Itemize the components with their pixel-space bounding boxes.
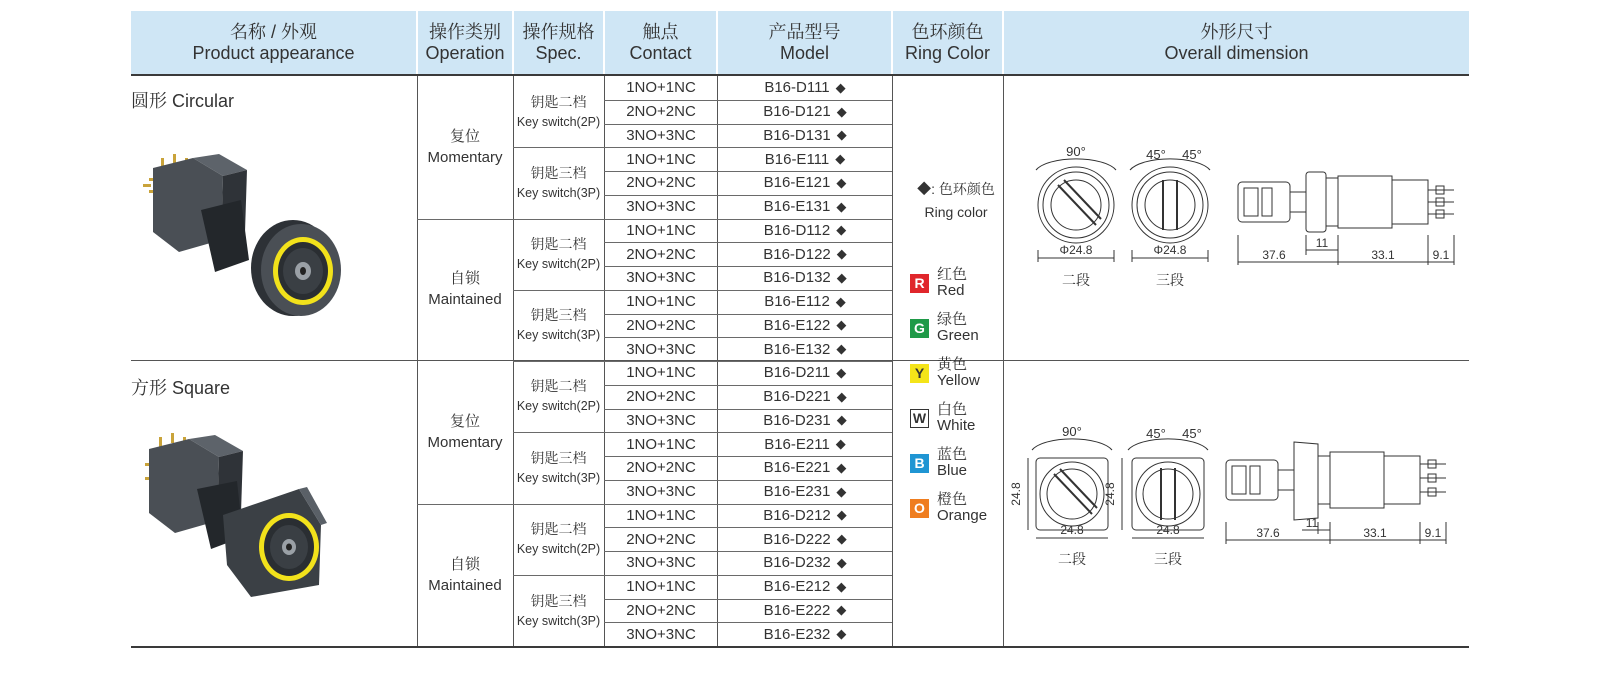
header-en: Overall dimension (1164, 42, 1309, 63)
model-number: B16-E212 (763, 578, 831, 596)
spec-divider (513, 219, 604, 220)
contact-cell: 2NO+2NC (626, 316, 696, 334)
ring-color-marker-icon: ◆ (836, 364, 847, 380)
ring-color-item (910, 491, 987, 525)
model-cell (718, 314, 892, 338)
header-cn: 名称 / 外观 (229, 21, 317, 42)
table-bottom-rule (131, 646, 1469, 648)
model-cell (718, 100, 892, 124)
ring-color-marker-icon: ◆ (836, 103, 847, 119)
ring-color-marker-icon: ◆ (835, 293, 846, 309)
operation-maintained-circular (418, 218, 512, 360)
ring-color-item (910, 446, 967, 480)
spec-en: Key switch(2P) (516, 399, 601, 413)
color-name-cn: 白色 (937, 401, 968, 418)
contact-cell: 1NO+1NC (626, 364, 696, 382)
model-cell (718, 504, 892, 528)
contact-cell: 1NO+1NC (626, 506, 696, 524)
operation-en: Maintained (428, 291, 502, 308)
ring-color-marker-icon: ◆ (836, 626, 847, 642)
operation-cn: 复位 (449, 128, 480, 145)
model-cell (718, 409, 892, 433)
model-number: B16-D211 (763, 364, 831, 382)
angle-2p-label: 90° (1066, 144, 1086, 159)
color-swatch-icon: W (910, 409, 929, 428)
contact-cell: 2NO+2NC (626, 174, 696, 192)
angle-3p-left-label: 45° (1146, 426, 1166, 441)
spec-divider (513, 504, 604, 505)
operation-divider (417, 504, 513, 505)
angle-3p-left-label: 45° (1146, 147, 1166, 162)
ring-note-en: Ring color (924, 204, 988, 220)
ring-color-item (910, 311, 979, 345)
model-number: B16-E231 (763, 483, 831, 501)
model-cell (718, 622, 892, 646)
contact-cell: 1NO+1NC (626, 79, 696, 97)
color-swatch-icon: R (910, 274, 929, 293)
circular-dimension-drawing (1006, 140, 1468, 300)
ring-color-marker-icon: ◆ (836, 507, 847, 523)
operation-cn: 自锁 (449, 270, 480, 287)
ring-color-marker-icon: ◆ (835, 79, 846, 95)
color-swatch-icon: Y (910, 364, 929, 383)
model-number: B16-E111 (764, 150, 830, 168)
contact-cell: 1NO+1NC (626, 221, 696, 239)
column-divider (417, 76, 418, 646)
spec-en: Key switch(3P) (516, 185, 601, 200)
color-name-en: Green (937, 327, 979, 344)
spec-en: Key switch(2P) (516, 542, 601, 556)
contact-cell: 3NO+3NC (626, 269, 696, 287)
spec-cn: 钥匙二档 (530, 235, 587, 252)
model-cell (718, 242, 892, 266)
contact-cell: 2NO+2NC (626, 103, 696, 121)
length-body-label: 33.1 (1371, 248, 1395, 262)
color-name-en: Orange (937, 507, 988, 524)
header-en: Ring Color (904, 42, 991, 63)
square-key-switch-image (131, 425, 341, 625)
ring-color-marker-icon: ◆ (836, 602, 847, 618)
spec-key-2p (514, 218, 603, 289)
shape-label-square: 方形 Square (131, 378, 231, 398)
ring-color-marker-icon: ◆ (836, 246, 847, 262)
contact-cell: 2NO+2NC (626, 245, 696, 263)
header-cn: 操作类别 (429, 21, 501, 42)
spec-en: Key switch(3P) (516, 470, 601, 485)
operation-cn: 复位 (449, 412, 480, 430)
spec-cn: 钥匙二档 (530, 378, 587, 394)
color-name-en: White (937, 417, 976, 434)
header-spec (514, 11, 603, 74)
operation-maintained-square (418, 503, 512, 646)
spec-cn: 钥匙三档 (530, 164, 587, 181)
model-cell (718, 266, 892, 290)
side-3p-height-label: 24.8 (1103, 482, 1117, 506)
header-en: Model (779, 42, 830, 63)
model-cell (718, 219, 892, 243)
model-cell (718, 432, 892, 456)
circular-key-switch-image (131, 140, 351, 345)
contact-cell: 2NO+2NC (626, 530, 696, 548)
color-name-cn: 蓝色 (937, 446, 968, 463)
contact-cell: 2NO+2NC (626, 388, 696, 406)
header-en: Product appearance (192, 42, 355, 63)
header-cn: 触点 (642, 21, 679, 42)
model-cell (718, 337, 892, 361)
spec-divider (513, 432, 604, 433)
operation-en: Momentary (427, 433, 503, 451)
model-number: B16-E222 (763, 601, 831, 619)
model-number: B16-E132 (763, 340, 831, 358)
spec-key-2p (514, 503, 603, 575)
model-number: B16-D222 (763, 530, 831, 548)
model-cell (718, 385, 892, 409)
spec-cn: 钥匙三档 (530, 449, 587, 466)
color-name-en: Blue (937, 462, 968, 479)
ring-color-note (904, 178, 1008, 224)
spec-cn: 钥匙二档 (530, 93, 587, 110)
model-number: B16-D121 (763, 103, 831, 121)
ring-color-marker-icon: ◆ (836, 317, 847, 333)
diameter-3p-label: Φ24.8 (1153, 243, 1187, 257)
spec-cn: 钥匙三档 (530, 592, 587, 609)
ring-color-marker-icon: ◆ (836, 388, 847, 404)
contact-cell: 3NO+3NC (626, 554, 696, 572)
model-number: B16-D122 (763, 245, 831, 263)
ring-color-item (910, 356, 980, 390)
model-cell (718, 456, 892, 480)
ring-color-item (910, 266, 967, 300)
model-number: B16-E122 (763, 316, 831, 334)
contact-cell: 1NO+1NC (626, 578, 696, 596)
model-cell (718, 575, 892, 599)
spec-key-2p (514, 76, 603, 147)
header-en: Contact (629, 42, 692, 63)
model-number: B16-E112 (764, 293, 830, 311)
contact-cell: 1NO+1NC (626, 150, 696, 168)
ring-color-marker-icon: ◆ (836, 222, 847, 238)
spec-key-2p (514, 360, 603, 432)
spec-en: Key switch(2P) (516, 256, 601, 271)
spec-divider (513, 290, 604, 291)
shape-label-circular: 圆形 Circular (131, 91, 235, 111)
contact-cell: 3NO+3NC (626, 483, 696, 501)
model-cell (718, 551, 892, 575)
color-name-cn: 黄色 (937, 356, 968, 373)
spec-divider (513, 361, 604, 362)
spec-divider (513, 575, 604, 576)
spec-cn: 钥匙二档 (530, 521, 587, 537)
model-cell (718, 290, 892, 314)
model-number: B16-D221 (763, 388, 831, 406)
model-cell (718, 599, 892, 623)
position-2p-caption: 二段 (1062, 272, 1090, 288)
spec-key-3p (514, 432, 603, 503)
model-number: B16-E121 (763, 174, 831, 192)
angle-3p-right-label: 45° (1182, 147, 1202, 162)
header-cn: 操作规格 (522, 21, 595, 42)
ring-color-marker-icon: ◆ (836, 174, 847, 190)
color-swatch-icon: G (910, 319, 929, 338)
model-number: B16-D132 (763, 269, 831, 287)
contact-cell: 3NO+3NC (626, 625, 696, 643)
position-3p-caption: 三段 (1156, 272, 1184, 288)
ring-color-marker-icon: ◆ (836, 127, 847, 143)
header-cn: 产品型号 (768, 21, 841, 42)
side-3p-width-label: 24.8 (1156, 523, 1180, 537)
header-operation (418, 11, 512, 74)
ring-color-marker-icon: ◆ (836, 341, 847, 357)
model-cell (718, 195, 892, 219)
operation-en: Maintained (428, 576, 502, 594)
ring-color-item (910, 401, 975, 435)
model-cell (718, 76, 892, 100)
model-cell (718, 171, 892, 195)
contact-cell: 2NO+2NC (626, 459, 696, 477)
position-3p-caption: 三段 (1154, 551, 1182, 567)
ring-color-marker-icon: ◆ (836, 554, 847, 570)
contact-cell: 1NO+1NC (626, 293, 696, 311)
color-name-en: Red (937, 282, 965, 299)
color-swatch-icon: B (910, 454, 929, 473)
contact-cell: 1NO+1NC (626, 435, 696, 453)
color-name-cn: 橙色 (937, 491, 968, 508)
column-divider (1003, 76, 1004, 646)
model-cell (718, 361, 892, 385)
ring-color-marker-icon: ◆ (836, 269, 847, 285)
side-2p-width-label: 24.8 (1060, 523, 1084, 537)
ring-color-marker-icon: ◆ (836, 578, 847, 594)
length-key-label: 37.6 (1262, 248, 1286, 262)
header-product-appearance (131, 11, 416, 74)
model-number: B16-D131 (763, 126, 831, 144)
ring-note-cn: ◆: 色环颜色 (917, 181, 995, 197)
operation-momentary-square (418, 360, 512, 503)
column-divider (892, 76, 893, 646)
header-overall-dimension (1004, 11, 1469, 74)
position-2p-caption: 二段 (1058, 551, 1086, 567)
contact-cell: 3NO+3NC (626, 126, 696, 144)
length-bezel-label: 11 (1315, 236, 1329, 250)
square-dimension-drawing (1006, 422, 1468, 592)
model-number: B16-D231 (763, 411, 831, 429)
ring-color-marker-icon: ◆ (836, 459, 847, 475)
spec-en: Key switch(3P) (516, 613, 601, 628)
ring-color-marker-icon: ◆ (836, 412, 847, 428)
spec-en: Key switch(3P) (516, 327, 601, 342)
model-number: B16-D232 (763, 554, 831, 572)
diameter-2p-label: Φ24.8 (1059, 243, 1093, 257)
contact-cell: 3NO+3NC (626, 340, 696, 358)
model-number: B16-E232 (763, 625, 831, 643)
model-number: B16-E211 (764, 435, 830, 453)
contact-cell: 3NO+3NC (626, 411, 696, 429)
header-en: Operation (425, 42, 505, 63)
spec-en: Key switch(2P) (516, 114, 601, 129)
header-ring-color (893, 11, 1002, 74)
ring-color-marker-icon: ◆ (836, 198, 847, 214)
length-pin-label: 9.1 (1424, 526, 1442, 540)
header-cn: 外形尺寸 (1200, 21, 1273, 42)
header-contact (605, 11, 716, 74)
ring-color-marker-icon: ◆ (835, 436, 846, 452)
operation-cn: 自锁 (449, 555, 480, 573)
length-body-label: 33.1 (1363, 526, 1387, 540)
angle-3p-right-label: 45° (1182, 426, 1202, 441)
model-cell (718, 147, 892, 171)
header-model (718, 11, 891, 74)
spec-divider (513, 147, 604, 148)
length-bezel-label: 11 (1305, 516, 1319, 530)
model-cell (718, 527, 892, 551)
ring-color-marker-icon: ◆ (835, 151, 846, 167)
model-cell (718, 124, 892, 148)
spec-cn: 钥匙三档 (530, 306, 587, 323)
model-number: B16-E221 (763, 459, 831, 477)
color-name-cn: 红色 (937, 266, 968, 283)
model-number: B16-D111 (764, 79, 830, 97)
angle-2p-label: 90° (1062, 424, 1082, 439)
model-number: B16-D212 (763, 506, 831, 524)
spec-key-3p (514, 289, 603, 360)
operation-divider (417, 219, 513, 220)
color-name-en: Yellow (937, 372, 980, 389)
color-swatch-icon: O (910, 499, 929, 518)
length-key-label: 37.6 (1256, 526, 1280, 540)
ring-color-marker-icon: ◆ (836, 483, 847, 499)
contact-cell: 2NO+2NC (626, 601, 696, 619)
header-en: Spec. (535, 42, 582, 63)
color-name-cn: 绿色 (937, 311, 968, 328)
header-cn: 色环颜色 (911, 21, 984, 42)
model-number: B16-E131 (763, 198, 831, 216)
spec-key-3p (514, 147, 603, 218)
side-2p-height-label: 24.8 (1009, 482, 1023, 506)
model-number: B16-D112 (763, 221, 831, 239)
operation-momentary-circular (418, 76, 512, 218)
spec-key-3p (514, 575, 603, 646)
ring-color-marker-icon: ◆ (836, 531, 847, 547)
operation-en: Momentary (427, 149, 503, 166)
contact-cell: 3NO+3NC (626, 198, 696, 216)
model-cell (718, 480, 892, 504)
length-pin-label: 9.1 (1432, 248, 1450, 262)
